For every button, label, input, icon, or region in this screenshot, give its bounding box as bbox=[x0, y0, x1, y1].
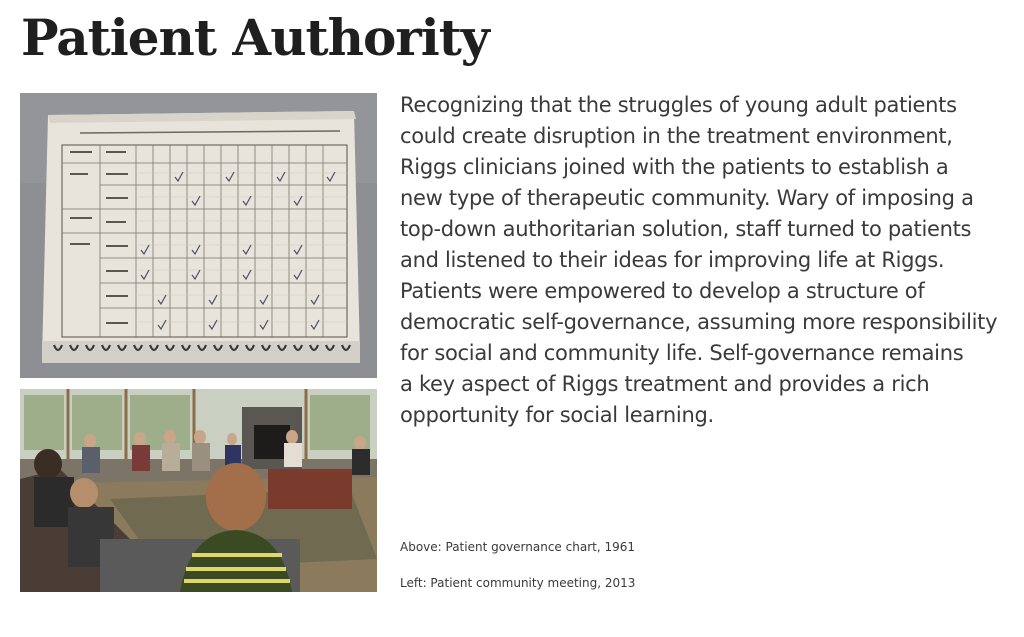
caption-left: Left: Patient community meeting, 2013 bbox=[400, 576, 636, 590]
body-line: Recognizing that the struggles of young adult patients bbox=[400, 93, 957, 117]
page-title: Patient Authority bbox=[21, 8, 489, 67]
caption-above: Above: Patient governance chart, 1961 bbox=[400, 540, 635, 554]
body-line: opportunity for social learning. bbox=[400, 403, 714, 427]
body-line: could create disruption in the treatment environment, bbox=[400, 124, 953, 148]
body-line: a key aspect of Riggs treatment and provides a rich bbox=[400, 372, 930, 396]
body-line: top-down authoritarian solution, staff turned to patients bbox=[400, 217, 972, 241]
community-meeting-photo bbox=[20, 389, 377, 592]
body-line: new type of therapeutic community. Wary of imposing a bbox=[400, 186, 974, 210]
body-line: Riggs clinicians joined with the patients to establish a bbox=[400, 155, 949, 179]
body-line: and listened to their ideas for improving life at Riggs. bbox=[400, 248, 945, 272]
governance-chart-photo bbox=[20, 93, 377, 378]
body-paragraph bbox=[400, 90, 1000, 431]
body-line: for social and community life. Self-governance remains bbox=[400, 341, 964, 365]
body-line: Patients were empowered to develop a structure of bbox=[400, 279, 925, 303]
body-line: democratic self-governance, assuming more responsibility bbox=[400, 310, 998, 334]
